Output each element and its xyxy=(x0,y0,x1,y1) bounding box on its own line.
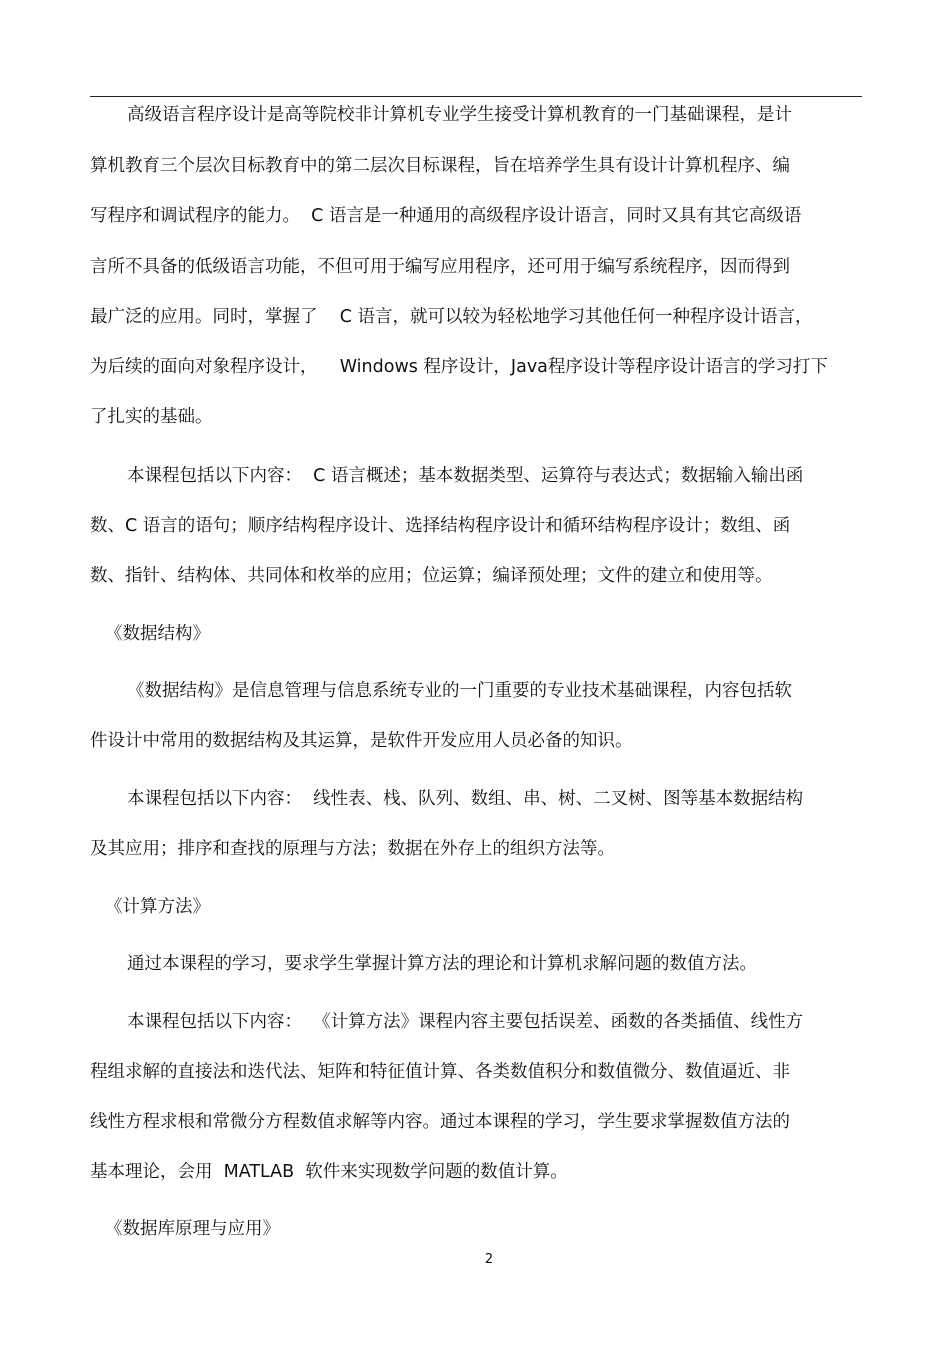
cm-content-line-3: 线性方程求根和常微分方程数值求解等内容。通过本课程的学习，学生要求掌握数值方法的 xyxy=(90,1112,790,1132)
ds-para-line-2: 件设计中常用的数据结构及其运算，是软件开发应用人员必备的知识。 xyxy=(90,731,633,751)
cm-intro-line: 通过本课程的学习，要求学生掌握计算方法的理论和计算机求解问题的数值方法。 xyxy=(127,954,757,974)
header-rule xyxy=(90,96,862,97)
cm-content-line-4: 基本理论，会用 MATLAB 软件来实现数学问题的数值计算。 xyxy=(90,1162,568,1182)
c-lang-para-line-5: 最广泛的应用。同时，掌握了 C 语言，就可以较为轻松地学习其他任何一种程序设计语言， xyxy=(90,307,813,327)
cm-content-line-1: 本课程包括以下内容： 《计算方法》课程内容主要包括误差、函数的各类插值、线性方 xyxy=(127,1012,804,1032)
heading-computing-methods: 《计算方法》 xyxy=(105,897,210,917)
c-lang-para-line-1: 高级语言程序设计是高等院校非计算机专业学生接受计算机教育的一门基础课程，是计 xyxy=(127,105,792,125)
c-lang-content-line-3: 数、指针、结构体、共同体和枚举的应用；位运算；编译预处理；文件的建立和使用等。 xyxy=(90,566,773,586)
c-lang-para-line-4: 言所不具备的低级语言功能，不但可用于编写应用程序，还可用于编写系统程序，因而得到 xyxy=(90,257,790,277)
page-number: 2 xyxy=(484,1252,494,1267)
cm-content-line-2: 程组求解的直接法和迭代法、矩阵和特征值计算、各类数值积分和数值微分、数值逼近、非 xyxy=(90,1062,790,1082)
ds-content-line-2: 及其应用；排序和查找的原理与方法；数据在外存上的组织方法等。 xyxy=(90,839,615,859)
c-lang-content-line-2: 数、C 语言的语句；顺序结构程序设计、选择结构程序设计和循环结构程序设计；数组、函 xyxy=(90,516,791,536)
ds-para-line-1: 《数据结构》是信息管理与信息系统专业的一门重要的专业技术基础课程，内容包括软 xyxy=(127,681,792,701)
ds-content-line-1: 本课程包括以下内容： 线性表、栈、队列、数组、串、树、二叉树、图等基本数据结构 xyxy=(127,789,804,809)
c-lang-content-line-1: 本课程包括以下内容： C 语言概述；基本数据类型、运算符与表达式；数据输入输出函 xyxy=(127,466,804,486)
c-lang-para-line-3: 写程序和调试程序的能力。 C 语言是一种通用的高级程序设计语言，同时又具有其它高级语 xyxy=(90,206,802,226)
heading-data-structures: 《数据结构》 xyxy=(105,624,210,644)
c-lang-para-line-7: 了扎实的基础。 xyxy=(90,407,213,427)
c-lang-para-line-6: 为后续的面向对象程序设计， Windows 程序设计，Java程序设计等程序设计语言的学习打下 xyxy=(90,357,828,377)
heading-database: 《数据库原理与应用》 xyxy=(105,1219,280,1239)
c-lang-para-line-2: 算机教育三个层次目标教育中的第二层次目标课程，旨在培养学生具有设计计算机程序、编 xyxy=(90,156,790,176)
